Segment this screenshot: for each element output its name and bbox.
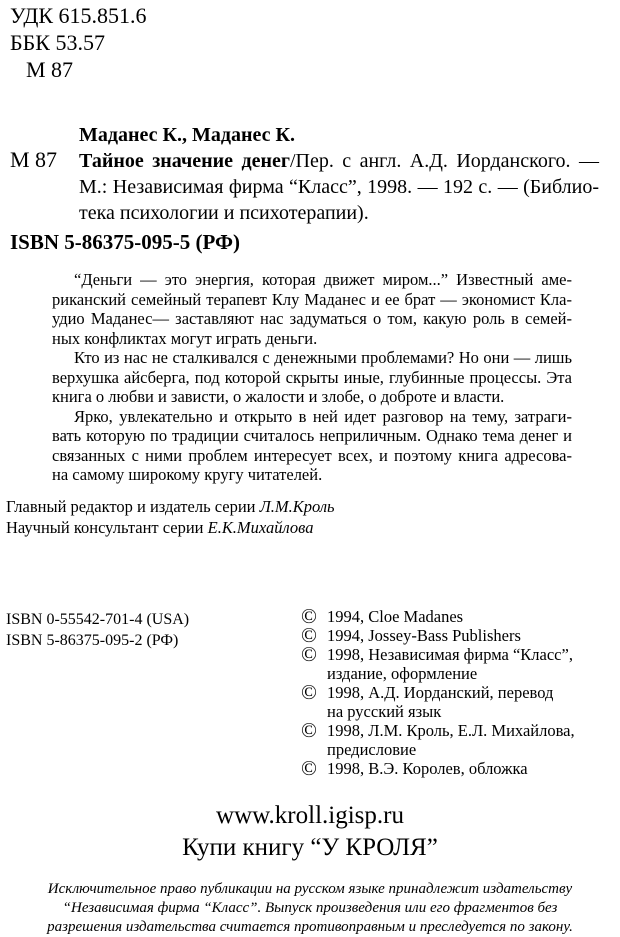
- copyright-text: 1998, А.Д. Иорданский, перевод: [327, 683, 554, 702]
- annotation-paragraph-2: [52, 348, 572, 407]
- consultant-label: Научный консультант серии: [6, 518, 204, 537]
- annotation-paragraph-3: [52, 407, 572, 485]
- editor-credit: [6, 496, 335, 517]
- consultant-name: Е.К.Михайлова: [207, 518, 314, 537]
- annotation-line: верхушка айсберга, под которой скрыты иные, глубинные процессы. Эта: [52, 367, 572, 387]
- series-staff: [6, 496, 335, 538]
- copyright-continuation: на русский язык: [327, 702, 442, 721]
- annotation-line: на самому широкому кругу читателей.: [52, 465, 323, 484]
- copyright-entry: [301, 604, 575, 628]
- copyright-icon: ©: [301, 718, 317, 742]
- copyright-text: 1998, В.Э. Королев, обложка: [327, 759, 528, 778]
- legal-line: Исключительное право публикации на русском языке принадлежит издательству: [47, 881, 573, 897]
- copyright-text: 1994, Cloe Madanes: [327, 607, 464, 626]
- copyright-entry: [301, 623, 575, 647]
- legal-line: разрешения издательства считается противоправным и преследуется по закону.: [47, 919, 573, 935]
- annotation-line: ных конфликтах могут играть деньги.: [52, 328, 318, 348]
- catalog-entry: [79, 122, 599, 226]
- annotation-line: Кто из нас не сталкивался с денежными проблемами? Но они — лишь: [74, 348, 572, 367]
- book-title: Тайное значение денег: [79, 150, 290, 172]
- legal-notice: [0, 880, 620, 937]
- copyright-entry: [301, 756, 575, 780]
- catalog-author-mark: М 87: [10, 147, 58, 172]
- publisher-line: М.: Независимая фирма “Класс”, 1998. — 192 с. — (Библио-: [79, 176, 599, 198]
- copyright-entry: [301, 718, 575, 742]
- annotation-line: Ярко, увлекательно и открыто в ней идет разговор на тему, затраги-: [74, 406, 572, 426]
- copyright-continuation: предисловие: [327, 740, 417, 759]
- catalog-title-line: [79, 148, 599, 174]
- bbk-code: ББК 53.57: [10, 30, 105, 55]
- main-isbn: ISBN 5-86375-095-5 (РФ): [10, 230, 240, 254]
- editor-name: Л.М.Кроль: [259, 497, 335, 516]
- annotation: [52, 270, 572, 485]
- series-line: тека психологии и психотерапии).: [79, 202, 369, 224]
- copyright-text: 1998, Л.М. Кроль, Е.Л. Михайлова,: [327, 721, 575, 740]
- copyright-icon: ©: [301, 604, 317, 628]
- copyright-entry: [301, 680, 575, 704]
- annotation-line: вать которую по традиции считалось неприличным. Однако тема денег и: [52, 426, 572, 445]
- copyright-continuation: издание, оформление: [327, 664, 478, 683]
- website-url: www.kroll.igisp.ru: [216, 802, 404, 829]
- legal-line: “Независимая фирма “Класс”. Выпуск произведения или его фрагментов без: [62, 900, 558, 916]
- copyright-icon: ©: [301, 680, 317, 704]
- annotation-line: “Деньги — это энергия, которая движет миром...” Известный аме-: [74, 270, 572, 289]
- catalog-authors: Маданес К., Маданес К.: [79, 124, 296, 146]
- editor-label: Главный редактор и издатель серии: [6, 497, 256, 516]
- classification-codes: [10, 2, 147, 83]
- copyright-icon: ©: [301, 623, 317, 647]
- copyright-text: 1998, Независимая фирма “Класс”,: [327, 645, 573, 664]
- annotation-line: связанных с ними проблем интересует всех, и поэтому книга адресова-: [52, 445, 572, 465]
- copyright-text: 1994, Jossey-Bass Publishers: [327, 626, 521, 645]
- annotation-paragraph-1: [52, 270, 572, 348]
- author-mark-code: М 87: [26, 57, 74, 82]
- isbn-rf: ISBN 5-86375-095-2 (РФ): [6, 632, 179, 649]
- consultant-credit: [6, 517, 335, 538]
- udk-code: УДК 615.851.6: [10, 3, 147, 28]
- annotation-line: риканский семейный терапевт Клу Маданес и ее брат — экономист Кла-: [52, 289, 572, 309]
- copyright-entry: [301, 642, 575, 666]
- copyright-icon: ©: [301, 642, 317, 666]
- translator-info: /Пер. с англ. А.Д. Иорданского. —: [289, 150, 599, 172]
- slogan: Купи книгу “У КРОЛЯ”: [182, 834, 438, 861]
- isbn-list: [6, 609, 189, 651]
- isbn-usa: ISBN 0-55542-701-4 (USA): [6, 611, 190, 628]
- annotation-line: удио Маданес— заставляют нас задуматься о том, какую роль в семей-: [52, 309, 572, 328]
- annotation-line: книга о любви и зависти, о жалости и злобе, о доброте и власти.: [52, 387, 505, 406]
- copyright-list: [301, 604, 575, 780]
- copyright-icon: ©: [301, 756, 317, 780]
- publisher-promo: [0, 800, 620, 864]
